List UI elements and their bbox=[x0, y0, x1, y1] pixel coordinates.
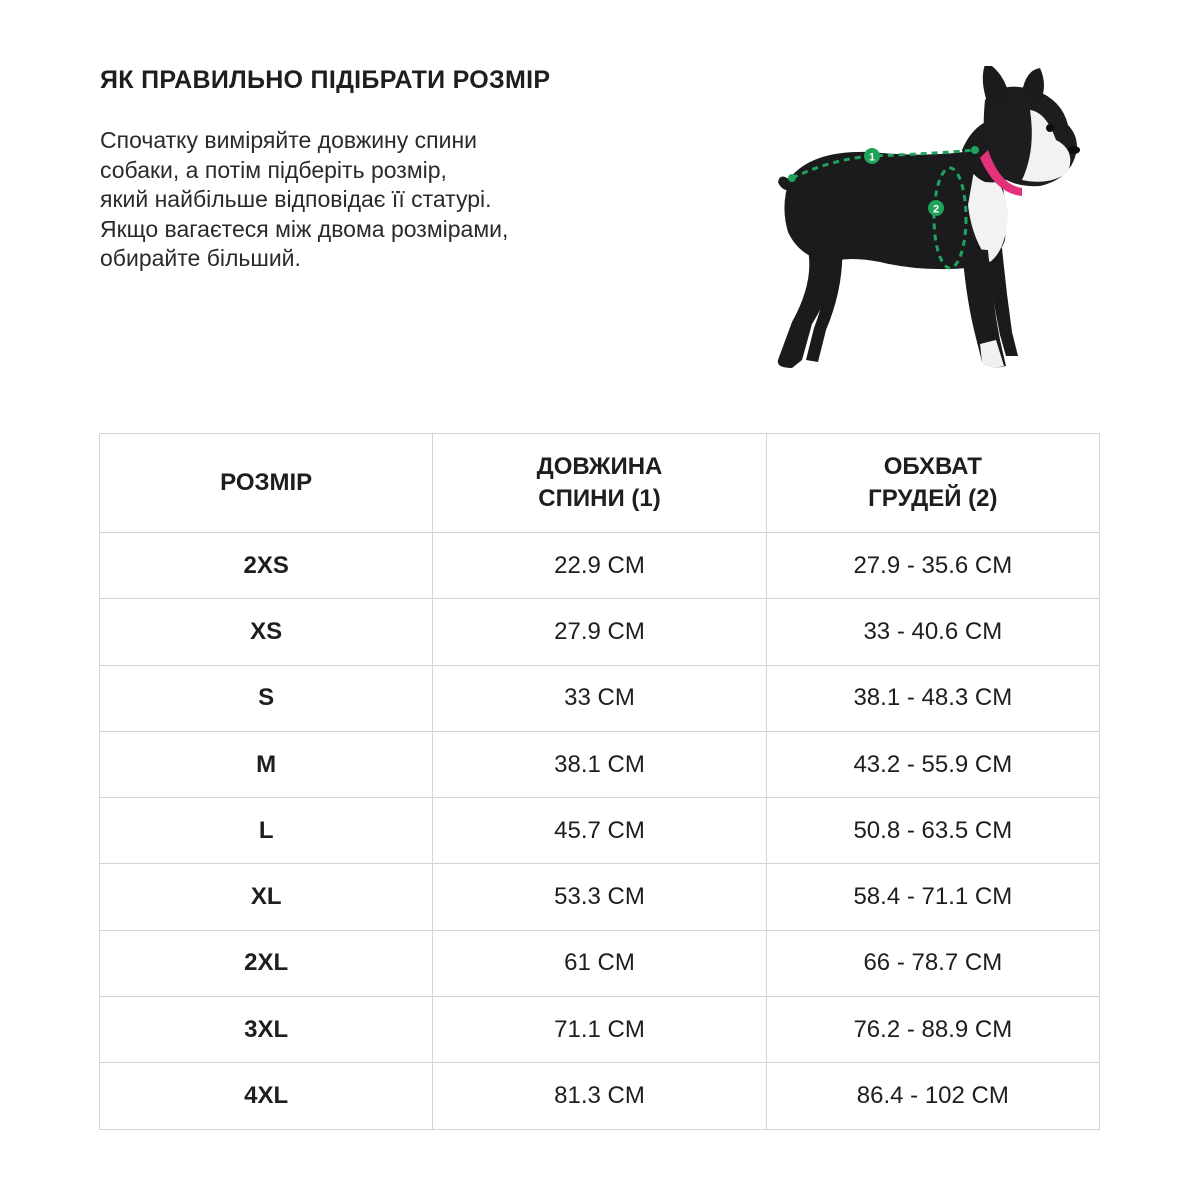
chest-girth-cell: 58.4 - 71.1 CM bbox=[766, 864, 1099, 930]
header-chest-girth-line: ОБХВАТ bbox=[883, 453, 982, 480]
intro-line: Спочатку виміряйте довжину спини bbox=[100, 127, 477, 153]
measure-endpoint bbox=[788, 174, 796, 182]
intro-line: собаки, а потім підберіть розмір, bbox=[100, 156, 447, 183]
size-cell: 3XL bbox=[100, 997, 433, 1063]
chest-girth-cell: 50.8 - 63.5 CM bbox=[766, 798, 1099, 864]
header-chest-girth bbox=[766, 434, 1099, 533]
table-row bbox=[100, 798, 1100, 864]
size-cell: 4XL bbox=[100, 1063, 433, 1129]
dog-measurement-illustration bbox=[760, 66, 1090, 376]
header-chest-girth-line: ГРУДЕЙ (2) bbox=[868, 485, 998, 512]
back-length-cell: 45.7 CM bbox=[433, 798, 766, 864]
intro-line: обирайте більший. bbox=[100, 245, 301, 271]
chest-girth-cell: 33 - 40.6 CM bbox=[766, 599, 1099, 665]
intro-line: Якщо вагаєтеся між двома розмірами, bbox=[100, 215, 509, 242]
back-length-marker-label: 1 bbox=[868, 151, 876, 164]
size-cell: S bbox=[100, 665, 433, 731]
back-length-cell: 61 CM bbox=[433, 930, 766, 996]
size-cell: M bbox=[100, 731, 433, 797]
back-length-cell: 27.9 CM bbox=[433, 599, 766, 665]
chest-girth-cell: 86.4 - 102 CM bbox=[766, 1063, 1099, 1129]
size-cell: XS bbox=[100, 599, 433, 665]
size-cell: 2XS bbox=[100, 533, 433, 599]
back-length-cell: 33 CM bbox=[433, 665, 766, 731]
chest-girth-marker-label: 2 bbox=[932, 203, 940, 216]
dog-eye bbox=[1046, 124, 1054, 132]
chest-girth-cell: 66 - 78.7 CM bbox=[766, 930, 1099, 996]
size-cell: 2XL bbox=[100, 930, 433, 996]
chest-girth-cell: 43.2 - 55.9 CM bbox=[766, 731, 1099, 797]
back-length-cell: 81.3 CM bbox=[433, 1063, 766, 1129]
table-row bbox=[100, 930, 1100, 996]
dog-nose bbox=[1068, 146, 1080, 154]
chest-girth-cell: 76.2 - 88.9 CM bbox=[766, 997, 1099, 1063]
page-title: ЯК ПРАВИЛЬНО ПІДІБРАТИ РОЗМІР bbox=[100, 66, 551, 94]
table-row bbox=[100, 997, 1100, 1063]
back-length-cell: 71.1 CM bbox=[433, 997, 766, 1063]
back-length-cell: 53.3 CM bbox=[433, 864, 766, 930]
table-row bbox=[100, 665, 1100, 731]
size-cell: XL bbox=[100, 864, 433, 930]
table-row bbox=[100, 731, 1100, 797]
size-cell: L bbox=[100, 798, 433, 864]
intro-text bbox=[100, 126, 660, 274]
table-row bbox=[100, 1063, 1100, 1129]
chest-girth-cell: 27.9 - 35.6 CM bbox=[766, 533, 1099, 599]
back-length-cell: 22.9 CM bbox=[433, 533, 766, 599]
chest-girth-cell: 38.1 - 48.3 CM bbox=[766, 665, 1099, 731]
table-row bbox=[100, 533, 1100, 599]
measure-endpoint bbox=[971, 146, 979, 154]
table-header-row bbox=[100, 434, 1100, 533]
header-size: РОЗМІР bbox=[100, 434, 433, 533]
header-back-length-line: СПИНИ (1) bbox=[538, 485, 661, 512]
header-back-length-line: ДОВЖИНА bbox=[536, 453, 663, 480]
table-row bbox=[100, 864, 1100, 930]
back-length-cell: 38.1 CM bbox=[433, 731, 766, 797]
table-row bbox=[100, 599, 1100, 665]
size-chart-table bbox=[99, 433, 1100, 1130]
intro-line: який найбільше відповідає її статурі. bbox=[100, 186, 492, 212]
header-back-length bbox=[433, 434, 766, 533]
